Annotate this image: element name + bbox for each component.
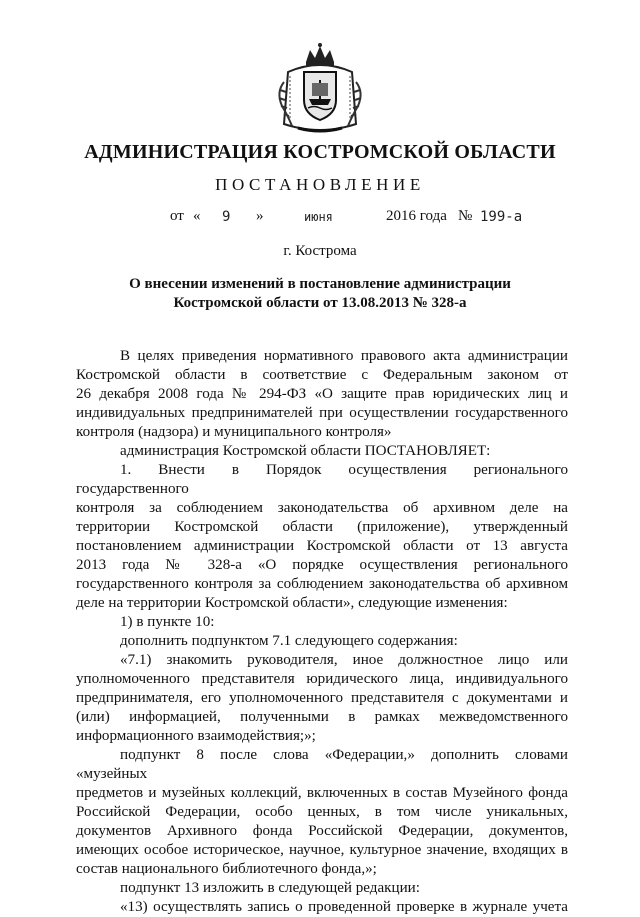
paragraph-line: уполномоченного представителя юридического лица, индивидуального: [76, 671, 568, 687]
paragraph-line: имеющих особое историческое, научное, культурное значение, входящих в: [76, 842, 568, 858]
paragraph-line: предметов и музейных коллекций, включенных в состав Музейного фонда: [76, 785, 568, 801]
city: г. Кострома: [283, 243, 357, 259]
paragraph-line: подпункт 8 после слова «Федерации,» дополнить словами «музейных: [76, 747, 568, 782]
paragraph-line: 1) в пункте 10:: [120, 614, 215, 630]
paragraph-line: (или) информацией, полученными в рамках межведомственного: [76, 709, 568, 725]
title-line: Костромской области от 13.08.2013 № 328-а: [173, 295, 467, 311]
paragraph-line: индивидуальных предпринимателей при осуществлении государственного: [76, 405, 568, 421]
paragraph-line: состав национального библиотечного фонда,»;: [76, 861, 377, 877]
document-type: ПОСТАНОВЛЕНИЕ: [215, 175, 425, 194]
date-open-quote: «: [193, 208, 201, 224]
date-line: [0, 208, 640, 230]
agency-name: АДМИНИСТРАЦИЯ КОСТРОМСКОЙ ОБЛАСТИ: [84, 141, 556, 163]
paragraph-line: В целях приведения нормативного правового акта администрации: [120, 348, 568, 364]
paragraph-line: «13) осуществлять запись о проведенной проверке в журнале учета: [120, 899, 568, 915]
title-line: О внесении изменений в постановление администрации: [129, 276, 511, 292]
body-text: [76, 347, 568, 917]
paragraph-line: «7.1) знакомить руководителя, иное должностное лицо или: [120, 652, 568, 668]
date-month: июня: [304, 210, 333, 224]
coat-of-arms-icon: [272, 42, 368, 138]
paragraph-line: Российской Федерации, особо ценных, в том числе уникальных,: [76, 804, 568, 820]
date-year: 2016 года: [386, 208, 447, 224]
paragraph-line: контроля за соблюдением законодательства об архивном деле на: [76, 500, 568, 516]
paragraph-line: государственного контроля за соблюдением законодательства об архивном: [76, 576, 568, 592]
paragraph-line: деле на территории Костромской области», следующие изменения:: [76, 595, 508, 611]
decree-number: 199-а: [480, 209, 523, 225]
date-prefix: от: [170, 208, 184, 224]
paragraph-line: информационного взаимодействия;»;: [76, 728, 316, 744]
paragraph-line: подпункт 13 изложить в следующей редакции:: [120, 880, 420, 896]
paragraph-line: администрация Костромской области ПОСТАНОВЛЯЕТ:: [120, 443, 491, 459]
number-sign: №: [458, 208, 473, 224]
document-title: [0, 275, 640, 313]
paragraph-line: предпринимателя, его уполномоченного представителя с документами и: [76, 690, 568, 706]
paragraph-line: 26 декабря 2008 года № 294-ФЗ «О защите прав юридических лиц и: [76, 386, 568, 402]
paragraph-line: 2013 года № 328-а «О порядке осуществления регионального: [76, 557, 568, 573]
paragraph-line: дополнить подпунктом 7.1 следующего содержания:: [120, 633, 458, 649]
paragraph-line: 1. Внести в Порядок осуществления регионального государственного: [76, 462, 568, 497]
paragraph-line: Костромской области в соответствие с Федеральным законом от: [76, 367, 568, 383]
paragraph-line: территории Костромской области (приложение), утвержденный: [76, 519, 568, 535]
paragraph-line: контроля (надзора) и муниципального контроля»: [76, 424, 392, 440]
date-day: 9: [222, 209, 231, 225]
paragraph-line: документов Архивного фонда Российской Федерации, документов,: [76, 823, 568, 839]
date-close-quote: »: [256, 208, 264, 224]
paragraph-line: постановлением администрации Костромской области от 13 августа: [76, 538, 568, 554]
